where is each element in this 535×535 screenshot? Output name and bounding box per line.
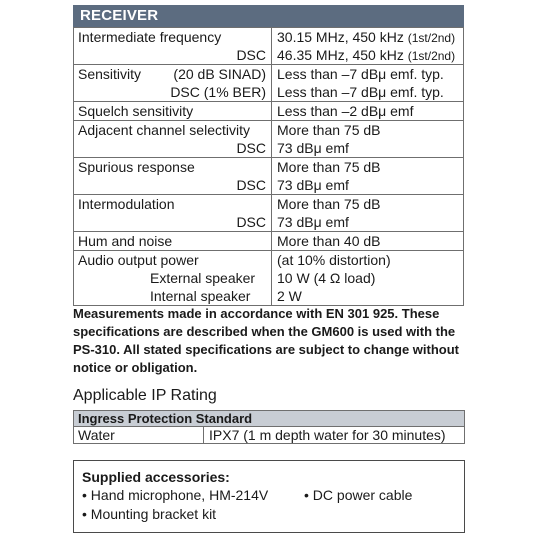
spec-sublabel: DSC [236,177,266,193]
receiver-header: RECEIVER [73,5,464,27]
ip-rating-table [73,410,465,444]
ip-rating-title: Applicable IP Rating [73,387,217,404]
measurement-note: Measurements made in accordance with EN 301 925. These specifications are described when the GM600 is used with the PS-310. All stated specifications are subject to change without notice or obligation. [73,306,460,375]
spec-sublabel: DSC [236,140,266,156]
list-item: • Hand microphone, HM-214V [82,487,269,503]
spec-label-note: (20 dB SINAD) [173,66,266,82]
accessories-title: Supplied accessories: [82,469,230,485]
table-row [74,121,464,158]
table-row [74,102,464,121]
table-row [74,65,464,102]
receiver-section [73,5,464,306]
spec-value: Less than –7 dBμ emf. typ. [277,84,444,100]
spec-value: 2 W [277,288,302,304]
spec-label: Adjacent channel selectivity [78,122,250,138]
spec-value: More than 75 dB [277,196,381,212]
spec-value: 73 dBμ emf [277,140,349,156]
spec-value: 46.35 MHz, 450 kHz (1st/2nd) [277,47,456,63]
table-row [74,195,464,232]
table-row [74,251,464,306]
spec-label: Intermediate frequency [78,29,222,45]
spec-value: 73 dBμ emf [277,214,349,230]
spec-label: Hum and noise [78,233,173,249]
table-row [74,232,464,251]
spec-value: More than 75 dB [277,122,381,138]
receiver-spec-table [73,27,464,306]
list-item: • DC power cable [304,487,413,503]
spec-sublabel: DSC [236,47,266,63]
spec-label: Squelch sensitivity [78,103,194,119]
table-row [74,28,464,65]
accessories-list [82,486,456,524]
ip-row-label: Water [74,427,204,443]
spec-value: Less than –2 dBμ emf [277,103,414,119]
spec-label: Intermodulation [78,196,175,212]
table-row [73,427,465,444]
spec-value: Less than –7 dBμ emf. typ. [277,66,444,82]
spec-value: More than 40 dB [277,233,381,249]
spec-label: Sensitivity [78,66,142,82]
spec-sublabel: External speaker [150,270,256,286]
spec-value: 73 dBμ emf [277,177,349,193]
accessories-box [73,460,465,533]
spec-sublabel: Internal speaker [150,288,251,304]
spec-value: 10 W (4 Ω load) [277,270,376,286]
ip-table-header: Ingress Protection Standard [73,410,465,427]
spec-value: More than 75 dB [277,159,381,175]
spec-value: (at 10% distortion) [277,252,391,268]
spec-value: 30.15 MHz, 450 kHz (1st/2nd) [277,29,456,45]
table-row [74,158,464,195]
spec-sublabel: DSC (1% BER) [170,84,266,100]
spec-label: Spurious response [78,159,195,175]
list-item: • Mounting bracket kit [82,506,217,522]
ip-row-value: IPX7 (1 m depth water for 30 minutes) [209,427,446,443]
spec-label: Audio output power [78,252,199,268]
spec-sublabel: DSC [236,214,266,230]
